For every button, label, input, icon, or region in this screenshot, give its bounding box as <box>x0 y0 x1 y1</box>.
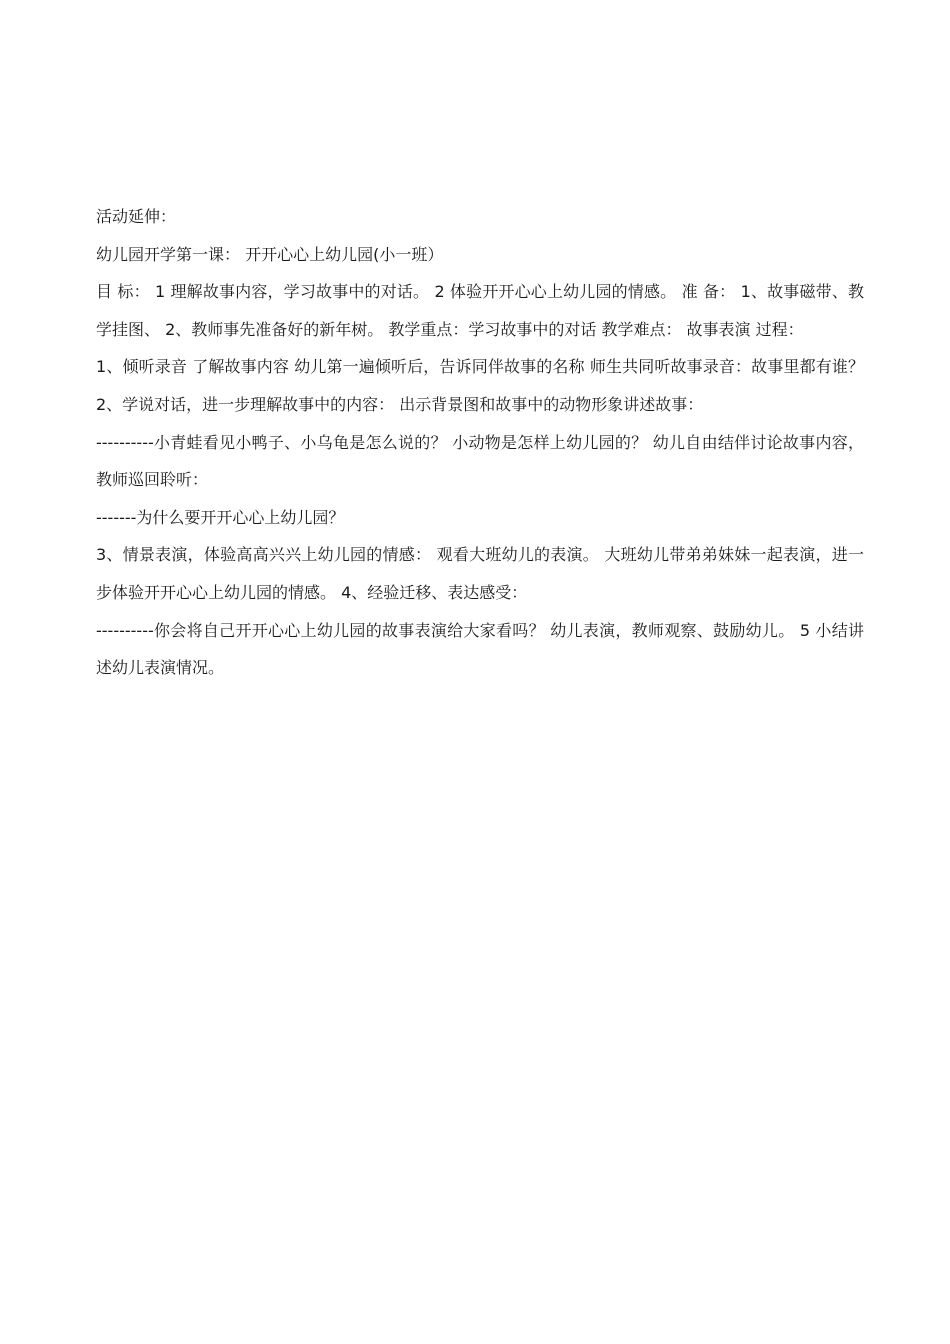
paragraph-lesson-title: 幼儿园开学第一课： 开开心心上幼儿园(小一班） <box>96 244 444 264</box>
paragraph-discussion-questions: ----------小青蛙看见小鸭子、小乌龟是怎么说的？ 小动物是怎样上幼儿园的？ 幼儿自由结伴讨论故事内容，教师巡回聆听： <box>96 432 864 490</box>
paragraph-goals-preparation: 目 标： 1 理解故事内容，学习故事中的对话。 2 体验开开心心上幼儿园的情感。 准 备： 1、故事磁带、教学挂图、 2、教师事先准备好的新年树。 教学重点：学习故事中的对话 教学难点： 故事表演 过程： <box>96 282 864 339</box>
paragraph-step-1-listen: 1、倾听录音 了解故事内容 幼儿第一遍倾听后，告诉同伴故事的名称 师生共同听故事录音：故事里都有谁？ 2、学说对话，进一步理解故事中的内容： 出示背景图和故事中的动物形象讲述故事： <box>96 357 864 414</box>
document-body <box>96 198 864 687</box>
paragraph-step-3-performance: 3、情景表演，体验高高兴兴上幼儿园的情感： 观看大班幼儿的表演。 大班幼儿带弟弟妹妹一起表演，进一步体验开开心心上幼儿园的情感。 4、经验迁移、表达感受： <box>96 545 864 602</box>
paragraph-why-question: -------为什么要开开心心上幼儿园？ <box>96 507 345 527</box>
paragraph-step-5-summary: ----------你会将自己开开心心上幼儿园的故事表演给大家看吗？ 幼儿表演，教师观察、鼓励幼儿。 5 小结讲述幼儿表演情况。 <box>96 620 864 678</box>
paragraph-activity-extension: 活动延伸： <box>96 207 177 226</box>
